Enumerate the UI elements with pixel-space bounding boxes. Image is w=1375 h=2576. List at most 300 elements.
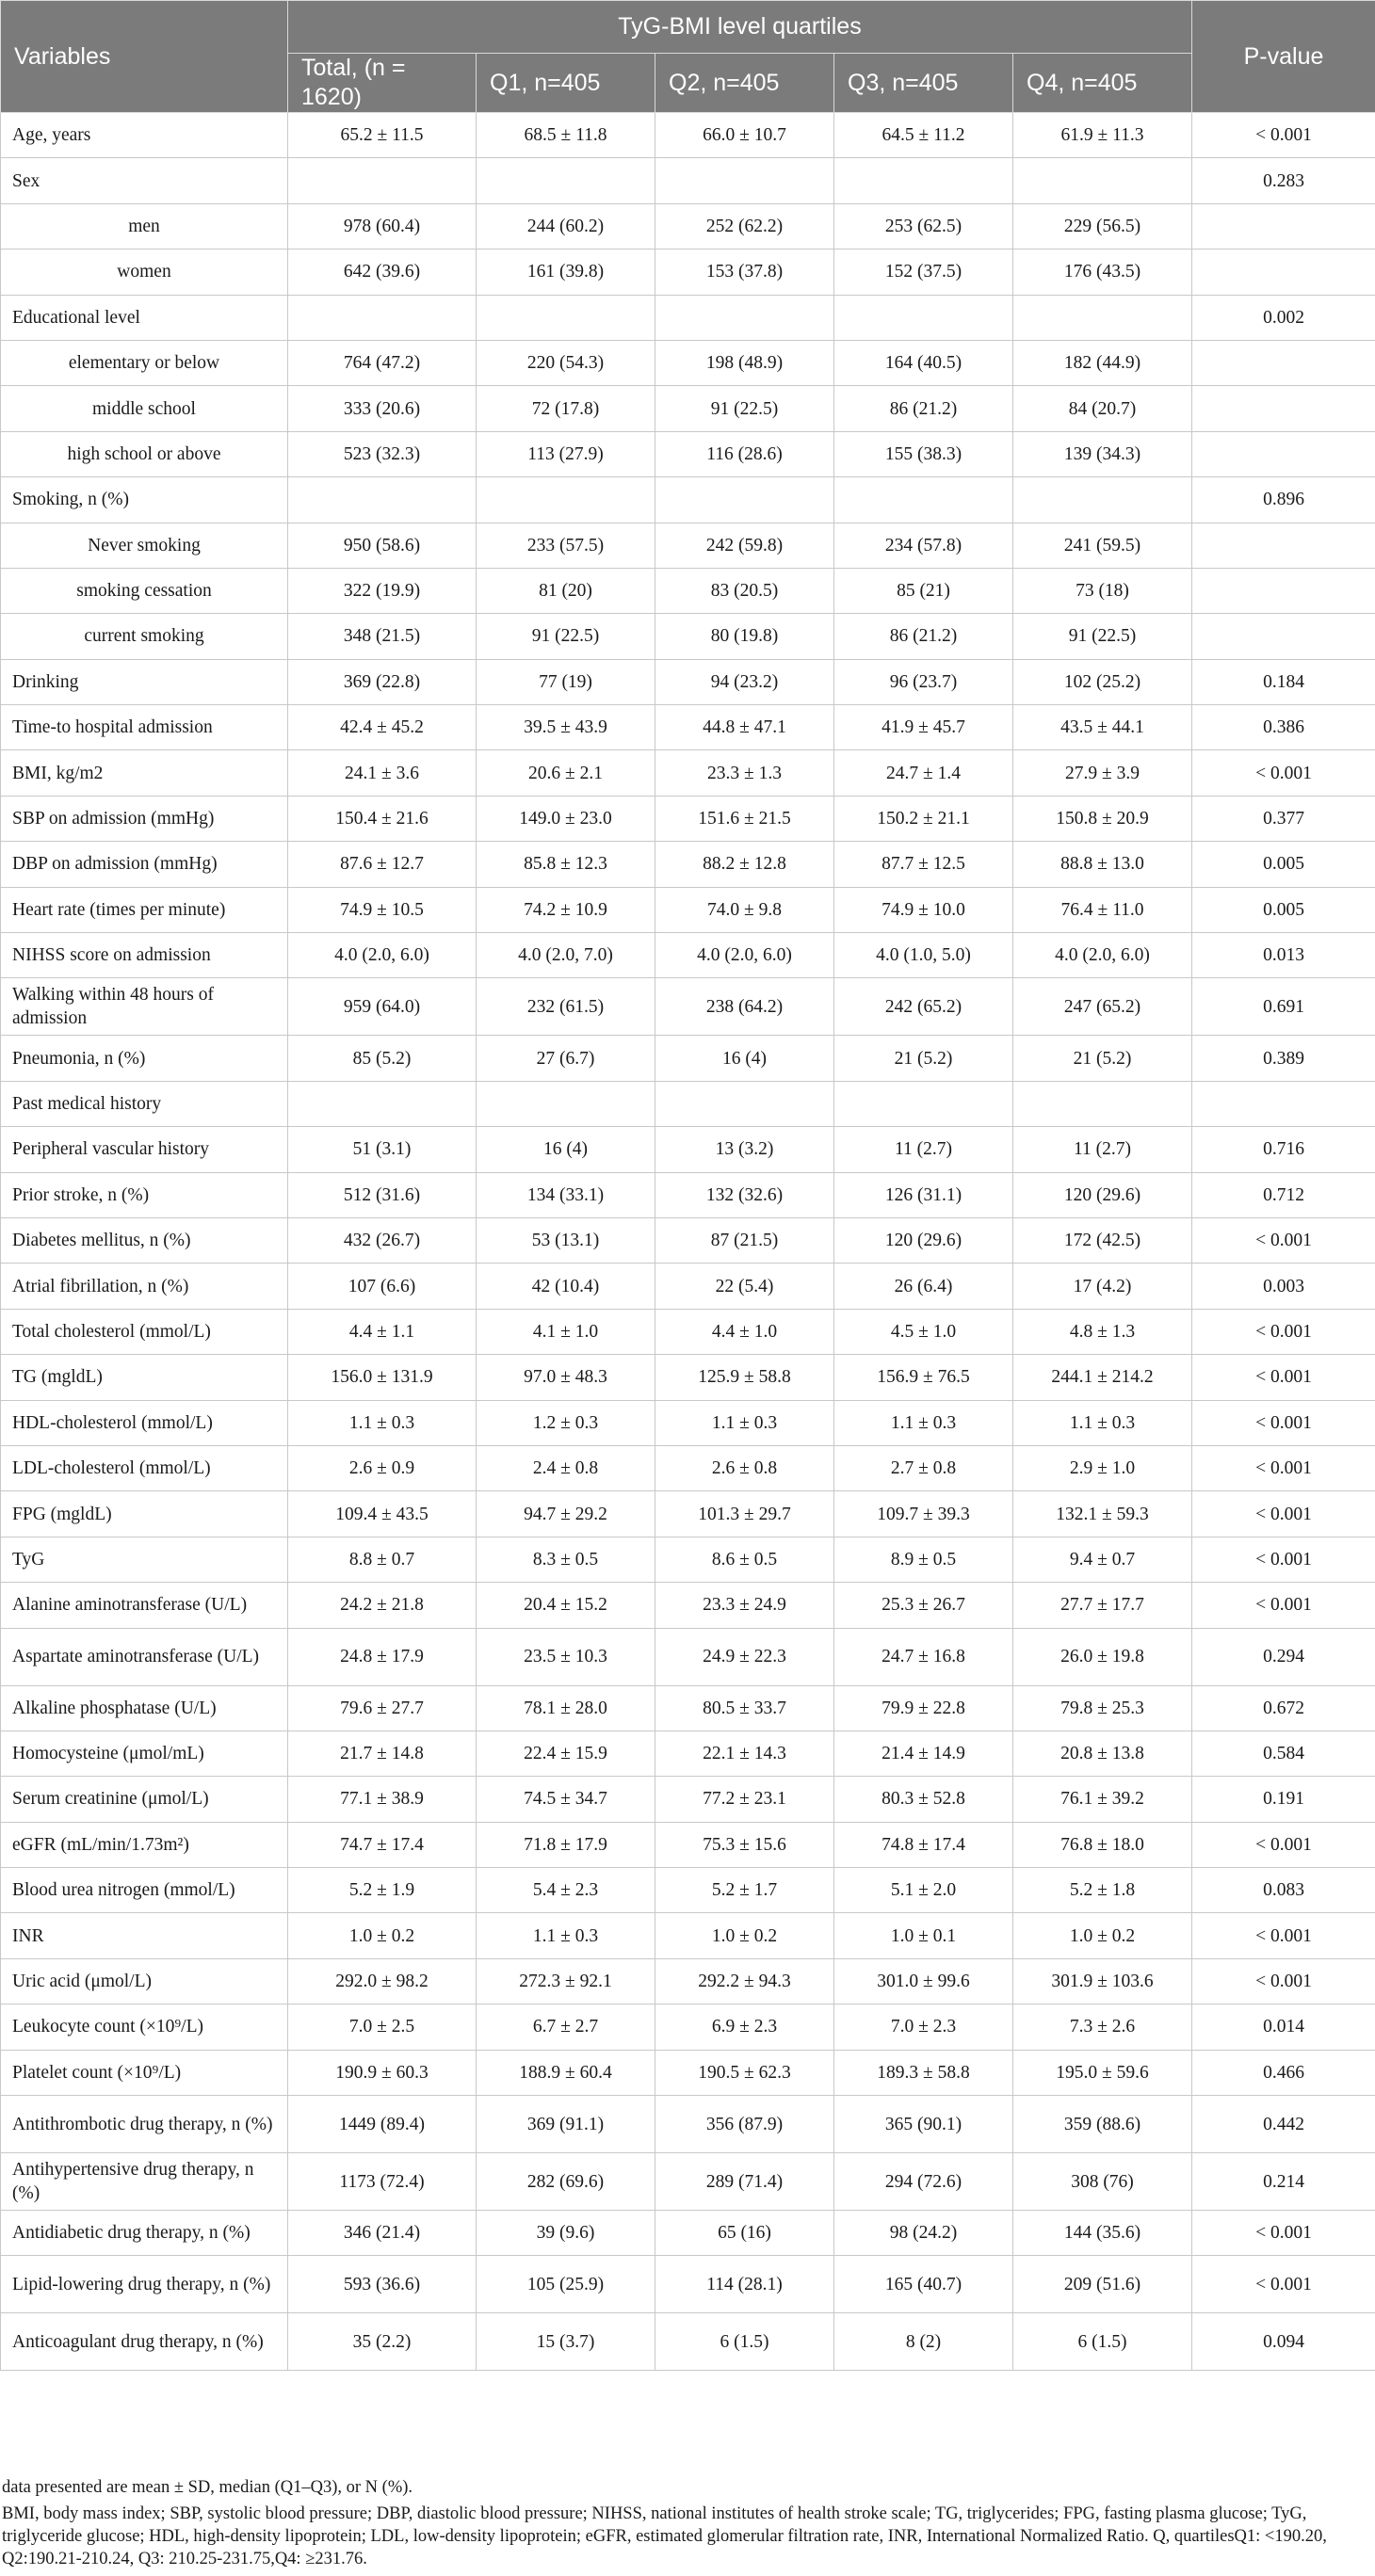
- cell-p-value: [1192, 614, 1375, 659]
- cell-q3: 96 (23.7): [834, 659, 1013, 704]
- cell-q4: 102 (25.2): [1013, 659, 1192, 704]
- row-label: Smoking, n (%): [1, 477, 288, 523]
- cell-total: 764 (47.2): [288, 340, 477, 385]
- cell-q4: 172 (42.5): [1013, 1217, 1192, 1263]
- cell-q4: 144 (35.6): [1013, 2211, 1192, 2256]
- table-row: [1, 1309, 1375, 1354]
- cell-p-value: < 0.001: [1192, 113, 1375, 158]
- cell-q4: 4.8 ± 1.3: [1013, 1309, 1192, 1354]
- cell-q2: 87 (21.5): [655, 1217, 834, 1263]
- cell-p-value: 0.184: [1192, 659, 1375, 704]
- cell-total: 1173 (72.4): [288, 2153, 477, 2211]
- cell-q1: 81 (20): [477, 568, 655, 613]
- cell-p-value: < 0.001: [1192, 1958, 1375, 2004]
- cell-q1: 74.5 ± 34.7: [477, 1777, 655, 1822]
- table-row: [1, 887, 1375, 932]
- cell-q2: 198 (48.9): [655, 340, 834, 385]
- cell-q2: 13 (3.2): [655, 1127, 834, 1172]
- table-row: [1, 2256, 1375, 2313]
- cell-q4: 301.9 ± 103.6: [1013, 1958, 1192, 2004]
- cell-q4: [1013, 477, 1192, 523]
- cell-q1: 4.0 (2.0, 7.0): [477, 933, 655, 978]
- table-row: [1, 1491, 1375, 1537]
- cell-q4: [1013, 1081, 1192, 1126]
- cell-q4: 11 (2.7): [1013, 1127, 1192, 1172]
- cell-q2: [655, 477, 834, 523]
- cell-p-value: 0.214: [1192, 2153, 1375, 2211]
- cell-p-value: [1192, 250, 1375, 295]
- cell-q2: 6.9 ± 2.3: [655, 2004, 834, 2050]
- row-label: TG (mgldL): [1, 1355, 288, 1400]
- cell-total: [288, 477, 477, 523]
- table-row: [1, 1445, 1375, 1490]
- cell-p-value: 0.005: [1192, 887, 1375, 932]
- cell-q3: 26 (6.4): [834, 1264, 1013, 1309]
- cell-total: 346 (21.4): [288, 2211, 477, 2256]
- cell-q2: 83 (20.5): [655, 568, 834, 613]
- cell-p-value: < 0.001: [1192, 1217, 1375, 1263]
- row-label: Lipid-lowering drug therapy, n (%): [1, 2256, 288, 2313]
- footnote-data-presentation: data presented are mean ± SD, median (Q1–Q3), or N (%).: [2, 2478, 413, 2497]
- row-label: LDL-cholesterol (mmol/L): [1, 1445, 288, 1490]
- cell-q1: 161 (39.8): [477, 250, 655, 295]
- cell-q4: 43.5 ± 44.1: [1013, 705, 1192, 750]
- cell-p-value: 0.896: [1192, 477, 1375, 523]
- cell-total: 87.6 ± 12.7: [288, 842, 477, 887]
- cell-q1: 39.5 ± 43.9: [477, 705, 655, 750]
- cell-q3: 156.9 ± 76.5: [834, 1355, 1013, 1400]
- row-label: Platelet count (×10⁹/L): [1, 2050, 288, 2095]
- cell-total: 190.9 ± 60.3: [288, 2050, 477, 2095]
- cell-total: 333 (20.6): [288, 386, 477, 431]
- row-label: NIHSS score on admission: [1, 933, 288, 978]
- table-row: [1, 431, 1375, 476]
- cell-q4: 88.8 ± 13.0: [1013, 842, 1192, 887]
- row-label: DBP on admission (mmHg): [1, 842, 288, 887]
- cell-q1: 233 (57.5): [477, 523, 655, 568]
- cell-q2: 80.5 ± 33.7: [655, 1685, 834, 1731]
- cell-q1: 22.4 ± 15.9: [477, 1731, 655, 1776]
- cell-total: 1.1 ± 0.3: [288, 1400, 477, 1445]
- row-label: Diabetes mellitus, n (%): [1, 1217, 288, 1263]
- table-row: [1, 2153, 1375, 2211]
- cell-q2: [655, 158, 834, 203]
- cell-q3: 109.7 ± 39.3: [834, 1491, 1013, 1537]
- cell-q1: 6.7 ± 2.7: [477, 2004, 655, 2050]
- cell-q3: 24.7 ± 16.8: [834, 1628, 1013, 1685]
- cell-q4: 120 (29.6): [1013, 1172, 1192, 1217]
- cell-p-value: 0.283: [1192, 158, 1375, 203]
- cell-q1: 113 (27.9): [477, 431, 655, 476]
- table-row: [1, 295, 1375, 340]
- table-row: [1, 1913, 1375, 1958]
- cell-total: 109.4 ± 43.5: [288, 1491, 477, 1537]
- cell-q3: 301.0 ± 99.6: [834, 1958, 1013, 2004]
- cell-total: 79.6 ± 27.7: [288, 1685, 477, 1731]
- table-row: [1, 1685, 1375, 1731]
- cell-q1: 272.3 ± 92.1: [477, 1958, 655, 2004]
- cell-p-value: < 0.001: [1192, 1445, 1375, 1490]
- cell-q4: 359 (88.6): [1013, 2096, 1192, 2153]
- cell-p-value: < 0.001: [1192, 1309, 1375, 1354]
- cell-q2: 94 (23.2): [655, 659, 834, 704]
- cell-q4: [1013, 158, 1192, 203]
- cell-total: 348 (21.5): [288, 614, 477, 659]
- cell-total: 24.1 ± 3.6: [288, 750, 477, 796]
- table-row: [1, 568, 1375, 613]
- header-quartile-group: TyG-BMI level quartiles: [288, 1, 1192, 54]
- table-row: [1, 1264, 1375, 1309]
- footnote-abbreviations: BMI, body mass index; SBP, systolic blood pressure; DBP, diastolic blood pressure; NIHSS, national institutes of health stroke scale; TG, triglycerides; FPG, fasting plasma glucose; TyG, triglyceride glucose; HDL, high-density lipoprotein; LDL, low-density lipoprotein; eGFR, estimated glomerular filtration rate, INR, International Normalized Ratio. Q, quartilesQ1: <190.20, Q2:190.21-210.24, Q3: 210.25-231.75,Q4: ≥231.76.: [2, 2504, 1327, 2568]
- table-row: [1, 2313, 1375, 2371]
- cell-p-value: < 0.001: [1192, 1491, 1375, 1537]
- cell-q2: 44.8 ± 47.1: [655, 705, 834, 750]
- row-label: eGFR (mL/min/1.73m²): [1, 1822, 288, 1867]
- cell-p-value: [1192, 431, 1375, 476]
- cell-q2: 6 (1.5): [655, 2313, 834, 2371]
- row-label: Antidiabetic drug therapy, n (%): [1, 2211, 288, 2256]
- table-row: [1, 750, 1375, 796]
- row-label: Antithrombotic drug therapy, n (%): [1, 2096, 288, 2153]
- cell-q3: 87.7 ± 12.5: [834, 842, 1013, 887]
- cell-q4: 176 (43.5): [1013, 250, 1192, 295]
- cell-q1: 91 (22.5): [477, 614, 655, 659]
- cell-q4: 6 (1.5): [1013, 2313, 1192, 2371]
- cell-q1: [477, 477, 655, 523]
- cell-p-value: 0.094: [1192, 2313, 1375, 2371]
- cell-p-value: 0.672: [1192, 1685, 1375, 1731]
- row-label: Prior stroke, n (%): [1, 1172, 288, 1217]
- cell-q3: 242 (65.2): [834, 978, 1013, 1036]
- cell-p-value: 0.389: [1192, 1036, 1375, 1081]
- cell-total: 107 (6.6): [288, 1264, 477, 1309]
- row-label: Atrial fibrillation, n (%): [1, 1264, 288, 1309]
- cell-q2: 88.2 ± 12.8: [655, 842, 834, 887]
- table-row: [1, 1583, 1375, 1628]
- cell-total: [288, 1081, 477, 1126]
- row-label: Aspartate aminotransferase (U/L): [1, 1628, 288, 1685]
- cell-q1: 369 (91.1): [477, 2096, 655, 2153]
- row-label: Sex: [1, 158, 288, 203]
- cell-total: 369 (22.8): [288, 659, 477, 704]
- table-row: [1, 659, 1375, 704]
- row-label: SBP on admission (mmHg): [1, 796, 288, 841]
- row-label: Drinking: [1, 659, 288, 704]
- cell-p-value: 0.716: [1192, 1127, 1375, 1172]
- cell-total: 77.1 ± 38.9: [288, 1777, 477, 1822]
- cell-q3: [834, 1081, 1013, 1126]
- cell-total: 959 (64.0): [288, 978, 477, 1036]
- cell-q4: 26.0 ± 19.8: [1013, 1628, 1192, 1685]
- cell-q2: 101.3 ± 29.7: [655, 1491, 834, 1537]
- row-label: HDL-cholesterol (mmol/L): [1, 1400, 288, 1445]
- table-row: [1, 203, 1375, 249]
- cell-q3: 5.1 ± 2.0: [834, 1868, 1013, 1913]
- row-label: Uric acid (μmol/L): [1, 1958, 288, 2004]
- cell-q1: [477, 295, 655, 340]
- header-q1: Q1, n=405: [477, 54, 655, 113]
- table-row: [1, 2211, 1375, 2256]
- cell-q1: 1.2 ± 0.3: [477, 1400, 655, 1445]
- table-row: [1, 2050, 1375, 2095]
- cell-q3: 365 (90.1): [834, 2096, 1013, 2153]
- cell-q1: 232 (61.5): [477, 978, 655, 1036]
- table-row: [1, 2004, 1375, 2050]
- cell-q1: 27 (6.7): [477, 1036, 655, 1081]
- cell-p-value: < 0.001: [1192, 1913, 1375, 1958]
- table-row: [1, 614, 1375, 659]
- cell-total: 24.2 ± 21.8: [288, 1583, 477, 1628]
- cell-total: [288, 295, 477, 340]
- cell-p-value: 0.191: [1192, 1777, 1375, 1822]
- cell-q2: 238 (64.2): [655, 978, 834, 1036]
- cell-total: 593 (36.6): [288, 2256, 477, 2313]
- cell-p-value: < 0.001: [1192, 2256, 1375, 2313]
- table-row: [1, 1731, 1375, 1776]
- cell-q3: 64.5 ± 11.2: [834, 113, 1013, 158]
- cell-q3: 164 (40.5): [834, 340, 1013, 385]
- header-variables: Variables: [1, 1, 288, 113]
- cell-p-value: < 0.001: [1192, 2211, 1375, 2256]
- cell-q2: 75.3 ± 15.6: [655, 1822, 834, 1867]
- row-label: Educational level: [1, 295, 288, 340]
- cell-q3: 25.3 ± 26.7: [834, 1583, 1013, 1628]
- cell-q1: 15 (3.7): [477, 2313, 655, 2371]
- cell-p-value: < 0.001: [1192, 1822, 1375, 1867]
- cell-total: 322 (19.9): [288, 568, 477, 613]
- cell-q4: 5.2 ± 1.8: [1013, 1868, 1192, 1913]
- cell-q3: [834, 477, 1013, 523]
- cell-q4: [1013, 295, 1192, 340]
- cell-q1: 244 (60.2): [477, 203, 655, 249]
- table-row: [1, 523, 1375, 568]
- row-label: Serum creatinine (μmol/L): [1, 1777, 288, 1822]
- cell-total: 5.2 ± 1.9: [288, 1868, 477, 1913]
- cell-q2: 65 (16): [655, 2211, 834, 2256]
- cell-q3: 155 (38.3): [834, 431, 1013, 476]
- cell-p-value: [1192, 203, 1375, 249]
- table-row: [1, 340, 1375, 385]
- cell-q2: 1.0 ± 0.2: [655, 1913, 834, 1958]
- cell-total: 978 (60.4): [288, 203, 477, 249]
- cell-p-value: 0.003: [1192, 1264, 1375, 1309]
- table-row: [1, 796, 1375, 841]
- row-label: Walking within 48 hours of admission: [1, 978, 288, 1036]
- cell-q4: 308 (76): [1013, 2153, 1192, 2211]
- table-header: [1, 1, 1375, 113]
- cell-total: 85 (5.2): [288, 1036, 477, 1081]
- cell-q3: 4.5 ± 1.0: [834, 1309, 1013, 1354]
- header-q3: Q3, n=405: [834, 54, 1013, 113]
- cell-total: 150.4 ± 21.6: [288, 796, 477, 841]
- table-row: [1, 477, 1375, 523]
- row-label: Age, years: [1, 113, 288, 158]
- cell-q4: 21 (5.2): [1013, 1036, 1192, 1081]
- cell-total: 51 (3.1): [288, 1127, 477, 1172]
- cell-p-value: 0.377: [1192, 796, 1375, 841]
- cell-q2: 24.9 ± 22.3: [655, 1628, 834, 1685]
- table-row: [1, 1172, 1375, 1217]
- cell-q4: 84 (20.7): [1013, 386, 1192, 431]
- table-footnotes: [0, 2467, 1358, 2570]
- cell-q3: 1.0 ± 0.1: [834, 1913, 1013, 1958]
- cell-q3: 79.9 ± 22.8: [834, 1685, 1013, 1731]
- cell-total: 156.0 ± 131.9: [288, 1355, 477, 1400]
- cell-q2: 242 (59.8): [655, 523, 834, 568]
- row-label: BMI, kg/m2: [1, 750, 288, 796]
- cell-q4: 76.4 ± 11.0: [1013, 887, 1192, 932]
- cell-q1: 23.5 ± 10.3: [477, 1628, 655, 1685]
- cell-q1: 71.8 ± 17.9: [477, 1822, 655, 1867]
- cell-q3: 11 (2.7): [834, 1127, 1013, 1172]
- cell-q4: 1.0 ± 0.2: [1013, 1913, 1192, 1958]
- row-label: smoking cessation: [1, 568, 288, 613]
- header-q4: Q4, n=405: [1013, 54, 1192, 113]
- cell-q3: 165 (40.7): [834, 2256, 1013, 2313]
- cell-q3: 8.9 ± 0.5: [834, 1537, 1013, 1582]
- cell-q4: 27.9 ± 3.9: [1013, 750, 1192, 796]
- row-label: current smoking: [1, 614, 288, 659]
- cell-q2: 8.6 ± 0.5: [655, 1537, 834, 1582]
- header-q2: Q2, n=405: [655, 54, 834, 113]
- cell-q3: 4.0 (1.0, 5.0): [834, 933, 1013, 978]
- cell-q2: 252 (62.2): [655, 203, 834, 249]
- cell-q3: 21.4 ± 14.9: [834, 1731, 1013, 1776]
- cell-q1: 105 (25.9): [477, 2256, 655, 2313]
- cell-total: 35 (2.2): [288, 2313, 477, 2371]
- table-body: [1, 113, 1375, 2371]
- table-row: [1, 386, 1375, 431]
- cell-q2: 91 (22.5): [655, 386, 834, 431]
- cell-q4: 247 (65.2): [1013, 978, 1192, 1036]
- cell-q4: 4.0 (2.0, 6.0): [1013, 933, 1192, 978]
- row-label: Blood urea nitrogen (mmol/L): [1, 1868, 288, 1913]
- cell-q3: 7.0 ± 2.3: [834, 2004, 1013, 2050]
- cell-q4: 241 (59.5): [1013, 523, 1192, 568]
- cell-q1: 20.6 ± 2.1: [477, 750, 655, 796]
- cell-q1: 39 (9.6): [477, 2211, 655, 2256]
- cell-total: 65.2 ± 11.5: [288, 113, 477, 158]
- cell-total: 4.0 (2.0, 6.0): [288, 933, 477, 978]
- header-p-value: P-value: [1192, 1, 1375, 113]
- table-row: [1, 1127, 1375, 1172]
- cell-p-value: [1192, 1081, 1375, 1126]
- row-label: men: [1, 203, 288, 249]
- table-row: [1, 1081, 1375, 1126]
- cell-p-value: 0.013: [1192, 933, 1375, 978]
- cell-q3: 150.2 ± 21.1: [834, 796, 1013, 841]
- cell-q4: 150.8 ± 20.9: [1013, 796, 1192, 841]
- cell-total: 642 (39.6): [288, 250, 477, 295]
- cell-p-value: 0.005: [1192, 842, 1375, 887]
- table-row: [1, 158, 1375, 203]
- cell-q4: 132.1 ± 59.3: [1013, 1491, 1192, 1537]
- cell-q2: 23.3 ± 24.9: [655, 1583, 834, 1628]
- cell-q2: 74.0 ± 9.8: [655, 887, 834, 932]
- cell-q3: 8 (2): [834, 2313, 1013, 2371]
- cell-q3: 234 (57.8): [834, 523, 1013, 568]
- cell-q2: 114 (28.1): [655, 2256, 834, 2313]
- table-row: [1, 1217, 1375, 1263]
- cell-q2: 22 (5.4): [655, 1264, 834, 1309]
- cell-q1: 77 (19): [477, 659, 655, 704]
- cell-total: 74.7 ± 17.4: [288, 1822, 477, 1867]
- cell-q2: 153 (37.8): [655, 250, 834, 295]
- cell-q2: 1.1 ± 0.3: [655, 1400, 834, 1445]
- cell-total: 1449 (89.4): [288, 2096, 477, 2153]
- cell-q2: 23.3 ± 1.3: [655, 750, 834, 796]
- cell-q2: 4.0 (2.0, 6.0): [655, 933, 834, 978]
- cell-q3: 74.9 ± 10.0: [834, 887, 1013, 932]
- row-label: Alanine aminotransferase (U/L): [1, 1583, 288, 1628]
- cell-q3: 98 (24.2): [834, 2211, 1013, 2256]
- cell-q4: 91 (22.5): [1013, 614, 1192, 659]
- table-row: [1, 1822, 1375, 1867]
- cell-q3: 21 (5.2): [834, 1036, 1013, 1081]
- cell-total: 7.0 ± 2.5: [288, 2004, 477, 2050]
- row-label: Total cholesterol (mmol/L): [1, 1309, 288, 1354]
- table-row: [1, 1958, 1375, 2004]
- row-label: INR: [1, 1913, 288, 1958]
- cell-q3: 253 (62.5): [834, 203, 1013, 249]
- cell-p-value: 0.014: [1192, 2004, 1375, 2050]
- cell-q4: 244.1 ± 214.2: [1013, 1355, 1192, 1400]
- cell-q4: 2.9 ± 1.0: [1013, 1445, 1192, 1490]
- cell-p-value: 0.386: [1192, 705, 1375, 750]
- cell-q1: 4.1 ± 1.0: [477, 1309, 655, 1354]
- cell-q2: 356 (87.9): [655, 2096, 834, 2153]
- cell-q3: 152 (37.5): [834, 250, 1013, 295]
- cell-p-value: 0.083: [1192, 1868, 1375, 1913]
- cell-total: 21.7 ± 14.8: [288, 1731, 477, 1776]
- cell-q2: 125.9 ± 58.8: [655, 1355, 834, 1400]
- cell-q3: [834, 158, 1013, 203]
- cell-q1: 134 (33.1): [477, 1172, 655, 1217]
- cell-q3: 126 (31.1): [834, 1172, 1013, 1217]
- cell-q4: 229 (56.5): [1013, 203, 1192, 249]
- cell-q2: 2.6 ± 0.8: [655, 1445, 834, 1490]
- row-label: high school or above: [1, 431, 288, 476]
- cell-q4: 182 (44.9): [1013, 340, 1192, 385]
- cell-q1: [477, 1081, 655, 1126]
- table-row: [1, 1777, 1375, 1822]
- cell-q4: 76.8 ± 18.0: [1013, 1822, 1192, 1867]
- cell-q1: 20.4 ± 15.2: [477, 1583, 655, 1628]
- cell-q3: 86 (21.2): [834, 386, 1013, 431]
- cell-q3: 294 (72.6): [834, 2153, 1013, 2211]
- table-row: [1, 842, 1375, 887]
- cell-total: 42.4 ± 45.2: [288, 705, 477, 750]
- table-row: [1, 933, 1375, 978]
- cell-q4: 20.8 ± 13.8: [1013, 1731, 1192, 1776]
- cell-q4: 9.4 ± 0.7: [1013, 1537, 1192, 1582]
- row-label: Peripheral vascular history: [1, 1127, 288, 1172]
- cell-q1: 53 (13.1): [477, 1217, 655, 1263]
- cell-p-value: 0.691: [1192, 978, 1375, 1036]
- cell-q4: 73 (18): [1013, 568, 1192, 613]
- cell-q2: 77.2 ± 23.1: [655, 1777, 834, 1822]
- cell-q2: 292.2 ± 94.3: [655, 1958, 834, 2004]
- header-row-groups: [1, 1, 1375, 54]
- cell-total: 4.4 ± 1.1: [288, 1309, 477, 1354]
- row-label: Anticoagulant drug therapy, n (%): [1, 2313, 288, 2371]
- cell-total: 523 (32.3): [288, 431, 477, 476]
- cell-q2: [655, 295, 834, 340]
- cell-q3: 120 (29.6): [834, 1217, 1013, 1263]
- cell-total: 24.8 ± 17.9: [288, 1628, 477, 1685]
- table-row: [1, 2096, 1375, 2153]
- cell-q2: 289 (71.4): [655, 2153, 834, 2211]
